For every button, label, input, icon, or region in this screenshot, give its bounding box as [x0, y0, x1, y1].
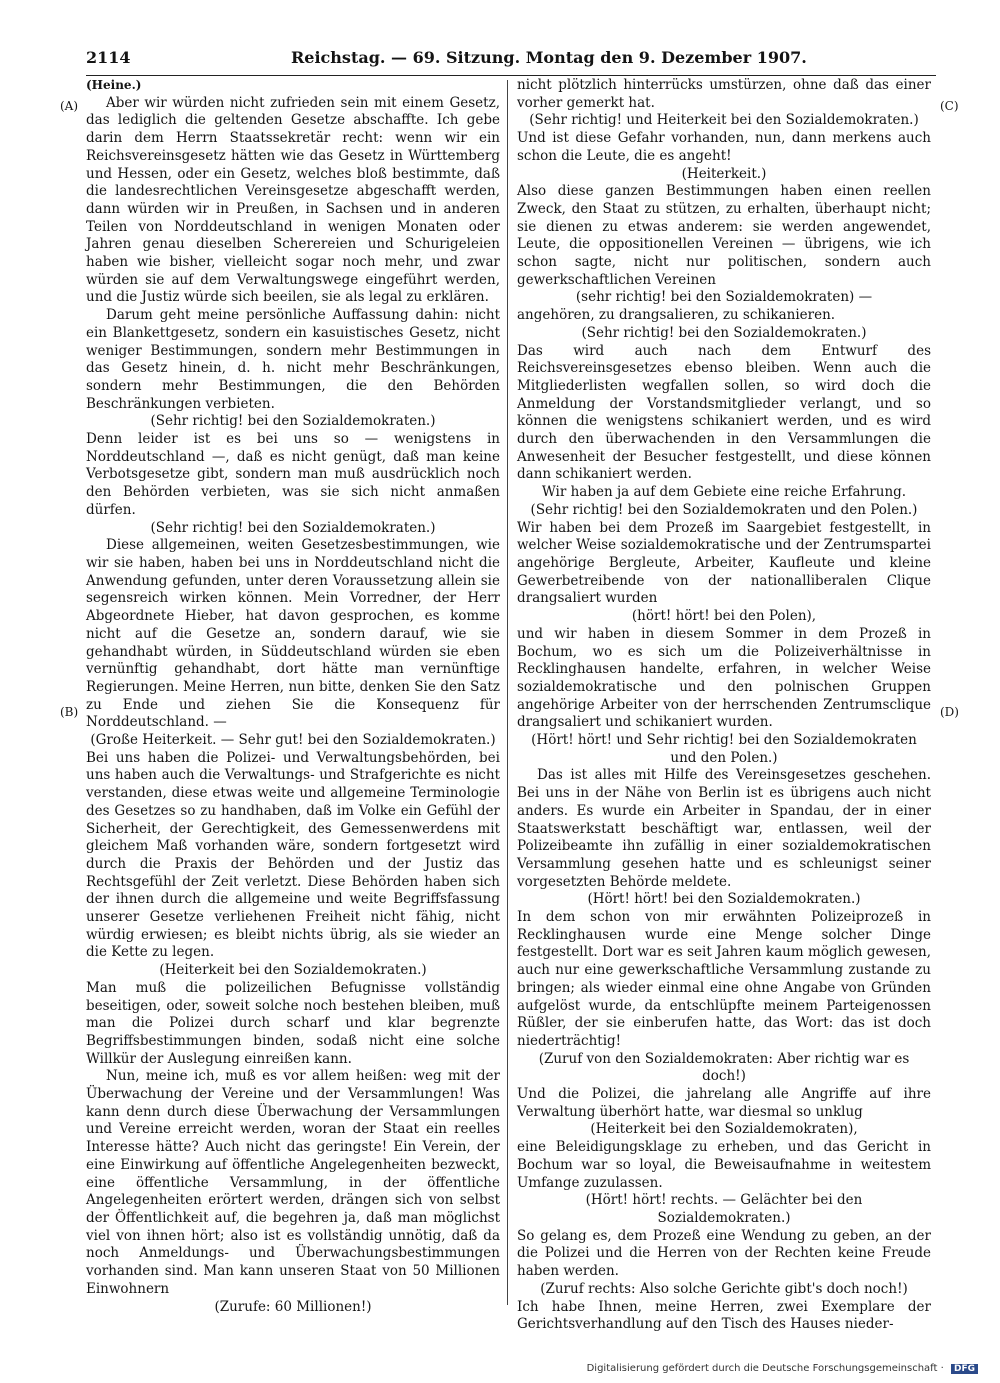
footer-text: Digitalisierung gefördert durch die Deutsche Forschungsgemeinschaft · [586, 1363, 944, 1374]
paragraph: Darum geht meine persönliche Auffassung dahin: nicht ein Blankettgesetz, sondern ein kasuistisches Gesetz, nicht weniger Bestimmungen, sondern mehr Bestimmungen in das Gesetz hinein, d. h. nicht mehr Beschränkungen, sondern mehr Bestimmungen, die den Behörden Beschränkungen verbieten. [86, 307, 500, 412]
interjection: (sehr richtig! bei den Sozialdemokraten) — [575, 289, 873, 306]
paragraph: Bei uns haben die Polizei- und Verwaltungsbehörden, bei uns haben auch die Verwaltungs- und Strafgerichte es nicht verstanden, diese etwas weite und allgemeine Terminologie des Gesetzes so zu handhaben, daß im Volke ein Gefühl der Sicherheit, der Gerechtigkeit, des Gemessenwerdens mit gleichem Maß vorhanden wäre, sondern fortgesetzt wird durch die Praxis der Behörden und der Justiz das Rechtsgefühl der Zeit verletzt. Diese Behörden haben sich der ihnen durch die allgemeine und weite Begriffsfassung unserer Gesetze verliehenen Freiheit nicht fähig, nicht würdig erwiesen; es bleibt nichts übrig, als sie wieder an die Kette zu legen. [86, 749, 500, 961]
paragraph: Das wird auch nach dem Entwurf des Reichsvereinsgesetzes ebenso bleiben. Wenn auch die Mitgliederlisten wegfallen sollen, so wird doch die Anmeldung der Vorstandsmitglieder verlangt, und so können die wenigstens schikaniert werden, und es wird durch den überwachenden in den Versammlungen die Anwesenheit der Besucher festgestellt, und diese können dann schikaniert werden. [517, 342, 931, 483]
paragraph: So gelang es, dem Prozeß eine Wendung zu geben, an der die Polizei und die Herren von der Rechten keine Freude haben werden. [517, 1227, 931, 1280]
margin-mark-d: (D) [940, 705, 959, 719]
speaker-name: (Heine.) [86, 78, 142, 92]
paragraph: Ich habe Ihnen, meine Herren, zwei Exemplare der Gerichtsverhandlung auf den Tisch des Hauses nieder- [517, 1298, 931, 1333]
interjection: (Hört! hört! und Sehr richtig! bei den Sozialdemokraten und den Polen.) [531, 732, 917, 766]
paragraph: Man muß die polizeilichen Befugnisse vollständig beseitigen, oder, soweit solche noch bestehen bleiben, muß man die Polizei durch scharf und klar begrenzte Begriffsbestimmungen binden, sodaß nicht eine solche Willkür der Auslegung einreißen kann. [86, 979, 500, 1067]
left-column [86, 77, 500, 1315]
column-divider [507, 80, 508, 1305]
interjection: (Hört! hört! bei den Sozialdemokraten.) [587, 891, 861, 908]
interjection: (hört! hört! bei den Polen), [631, 608, 817, 625]
footer-credit [587, 1363, 978, 1377]
interjection: (Zuruf rechts: Also solche Gerichte gibt's doch noch!) [540, 1280, 908, 1297]
interjection: (Heiterkeit.) [681, 165, 767, 182]
paragraph: eine Beleidigungsklage zu erheben, und das Gericht in Bochum war so loyal, die Beweisaufnahme in weitestem Umfange zuzulassen. [517, 1139, 931, 1191]
interjection: (Sehr richtig! bei den Sozialdemokraten und den Polen.) [530, 501, 918, 518]
margin-mark-c: (C) [940, 99, 959, 113]
paragraph: nicht plötzlich hinterrücks umstürzen, ohne daß das einer vorher gemerkt hat. [517, 77, 931, 111]
margin-mark-a: (A) [60, 99, 79, 113]
interjection: (Heiterkeit bei den Sozialdemokraten.) [159, 962, 427, 979]
paragraph: Und die Polizei, die jahrelang alle Angriffe auf ihre Verwaltung überhört hatte, war diesmal so unklug [517, 1086, 931, 1120]
dfg-logo: DFG [951, 1364, 978, 1374]
interjection: (Sehr richtig! und Heiterkeit bei den Sozialdemokraten.) [529, 112, 919, 129]
paragraph: Aber wir würden nicht zufrieden sein mit einem Gesetz, das lediglich die geltenden Gesetze abschaffte. Ich gebe darin dem Herrn Staatssekretär recht: wenn wir ein Reichsvereinsgesetz hätten wie das Gesetz in Württemberg und Hessen, oder ein Gesetz, welches bloß bestimmte, daß die landesrechtlichen Vereinsgesetze abgeschafft werden, dann würden wir in Preußen, in Sachsen und in anderen Teilen von Norddeutschland in wenigen Monaten oder Jahren genau dieselben Schererеien und Schurigeleien haben wie bisher, vielleicht sogar noch mehr, und zwar würden sie auf dem Verwaltungswege eingeführt werden, und die Justiz würde sich beeilen, sie als legal zu erklären. [86, 94, 500, 306]
right-column [517, 77, 931, 1333]
interjection: (Große Heiterkeit. — Sehr gut! bei den Sozialdemokraten.) [90, 732, 496, 749]
interjection: (Sehr richtig! bei den Sozialdemokraten.) [150, 413, 436, 430]
paragraph: Und ist diese Gefahr vorhanden, nun, dann merkens auch schon die Leute, die es angeht! [517, 130, 931, 164]
interjection: (Sehr richtig! bei den Sozialdemokraten.) [150, 519, 436, 536]
paragraph: Denn leider ist es bei uns so — wenigstens in Norddeutschland —, daß es nicht genügt, daß man keine Verbotsgesetze gibt, sondern man muß ausdrücklich noch den Behörden verbieten, was sie sich nicht anmaßen dürfen. [86, 431, 500, 518]
paragraph: Also diese ganzen Bestimmungen haben einen reellen Zweck, den Staat zu stützen, zu erhalten, überhaupt nicht; sie dienen zu etwas anderem: sie werden angewendet, Leute, die oppositionellen Vereinen — übrigens, wie ich schon sagte, nicht nur politischen, sondern auch gewerkschaftlichen Vereinen [517, 183, 931, 288]
interjection: (Heiterkeit bei den Sozialdemokraten), [590, 1121, 858, 1138]
paragraph: Wir haben bei dem Prozeß im Saargebiet festgestellt, in welcher Weise sozialdemokratische und der Zentrumspartei angehörige Bergleute, Arbeiter, Kaufleute und kleine Gewerbetreibende von der nationalliberalen Clique drangsaliert wurden [517, 519, 931, 607]
paragraph: Diese allgemeinen, weiten Gesetzesbestimmungen, wie wir sie haben, haben bei uns in Norddeutschland nicht die Anwendung gefunden, unter deren Voraussetzung allein sie segensreich wirken können. Mein Vorredner, der Herr Abgeordnete Hieber, hat davon gesprochen, es komme nicht auf die Gesetze an, sondern darauf, wie sie gehandhabt würden, in Süddeutschland würden sie eben vernünftig gehandhabt, dort hätte man vernünftige Regierungen. Meine Herren, nun bitte, denken Sie den Satz zu Ende und ziehen Sie die Konsequenz für Norddeutschland. — [86, 537, 500, 731]
paragraph: Nun, meine ich, muß es vor allem heißen: weg mit der Überwachung der Vereine und der Versammlungen! Was kann denn durch diese Überwachung der Versammlungen und Vereine erreicht werden, woran der Staat ein reelles Interesse hätte? Auch nicht das geringste! Ein Verein, der eine Einwirkung auf öffentliche Angelegenheiten bezweckt, eine öffentliche Versammlung, in der öffentliche Angelegenheiten erörtert werden, drängen sich von selbst der Öffentlichkeit auf, die begehren ja, daß man möglichst viel von ihnen hört; also ist es vollständig unnötig, daß da noch Anmeldungs- und Überwachungsbestimmungen vorhanden sind. Man kann unseren Staat von 50 Millionen Einwohnern [86, 1068, 500, 1297]
interjection: (Sehr richtig! bei den Sozialdemokraten.) [581, 324, 867, 341]
interjection: (Hört! hört! rechts. — Gelächter bei den Sozialdemokraten.) [585, 1192, 863, 1226]
running-title: Reichstag. — 69. Sitzung. Montag den 9. Dezember 1907. [291, 48, 807, 67]
interjection: (Zurufe: 60 Millionen!) [214, 1298, 372, 1315]
paragraph: In dem schon von mir erwähnten Polizeiprozeß in Recklinghausen wurde eine Menge solcher Dinge festgestellt. Dort war es seit Jahren kaum möglich gewesen, auch nur eine gewerkschaftliche Versammlung zustande zu bringen; als wieder einmal eine ohne Angabe von Gründen aufgelöst wurde, da entschlüpfte meinem Parteigenossen Rüßler, der sie einberufen hatte, das Wort: das ist doch niederträchtig! [517, 909, 931, 1049]
header-rule [86, 75, 936, 76]
interjection: Wir haben ja auf dem Gebiete eine reiche Erfahrung. [541, 484, 907, 501]
paragraph: und wir haben in diesem Sommer in dem Prozeß in Bochum, wo es sich um die Polizeiverhältnisse in Recklinghausen handelte, erfahren, in welcher Weise sozialdemokratische und den polnischen Gruppen angehörige Arbeiter von der herrschenden Zentrumsclique drangsaliert und schikaniert wurden. [517, 625, 931, 731]
page-number: 2114 [86, 48, 131, 67]
paragraph: Das ist alles mit Hilfe des Vereinsgesetzes geschehen. Bei uns in der Nähe von Berlin ist es übrigens auch nicht anders. Es wurde ein Arbeiter in Spandau, der in einer Staatswerkstatt beschäftigt war, entlassen, weil der Polizeibeamte ihn zufällig in einer sozialdemokratischen Versammlung gesehen hatte und es schleunigst seiner vorgesetzten Behörde meldete. [517, 767, 931, 890]
interjection: (Zuruf von den Sozialdemokraten: Aber richtig war es doch!) [538, 1050, 910, 1085]
margin-mark-b: (B) [60, 705, 79, 719]
paragraph: angehören, zu drangsalieren, zu schikanieren. [517, 307, 836, 324]
running-header [86, 48, 936, 72]
